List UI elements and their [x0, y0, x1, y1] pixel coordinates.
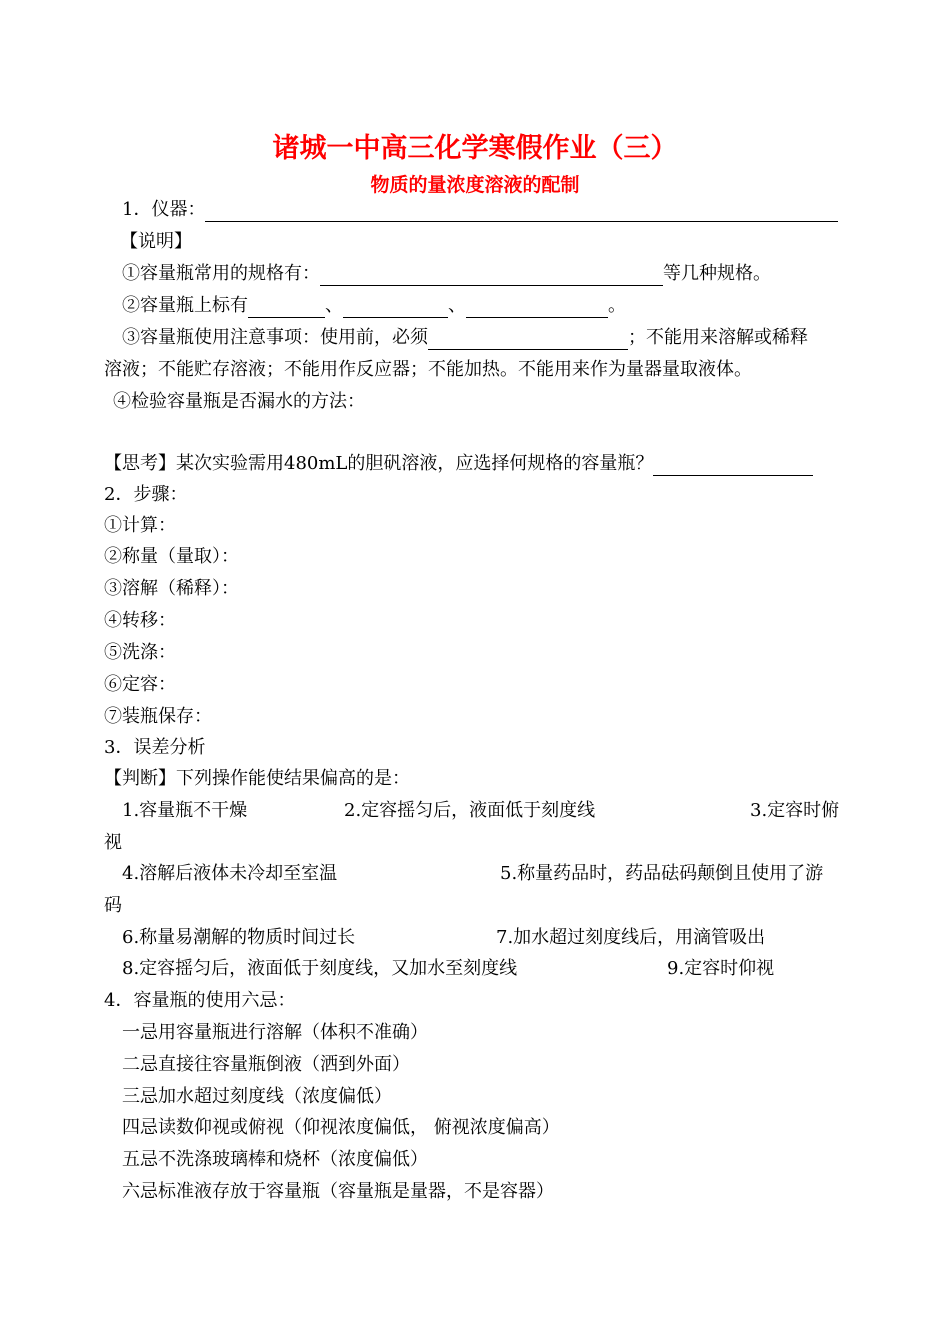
taboo-item: 二忌直接往容量瓶倒液（洒到外面）	[122, 1054, 410, 1075]
taboo-item: 一忌用容量瓶进行溶解（体积不准确）	[122, 1022, 428, 1043]
option-5-wrap: 码	[104, 895, 122, 916]
option-3-wrap: 视	[104, 832, 122, 853]
step-item: ④转移：	[104, 610, 176, 631]
answer-blank[interactable]	[343, 297, 448, 318]
step-item: ⑤洗涤：	[104, 642, 176, 663]
option-2: 2.定容摇匀后，液面低于刻度线	[344, 800, 596, 821]
option-1: 1.容量瓶不干燥	[122, 800, 248, 821]
document-title: 诸城一中高三化学寒假作业（三）	[272, 133, 678, 164]
option-7: 7.加水超过刻度线后，用滴管吸出	[496, 927, 766, 948]
answer-blank[interactable]	[320, 265, 663, 286]
step-item: ③溶解（稀释）：	[104, 578, 239, 599]
judge-line: 【判断】下列操作能使结果偏高的是：	[104, 768, 410, 789]
option-9: 9.定容时仰视	[667, 958, 775, 979]
option-3: 3.定容时俯	[750, 800, 840, 821]
answer-blank[interactable]	[653, 455, 813, 476]
option-8: 8.定容摇匀后，液面低于刻度线，又加水至刻度线	[122, 958, 518, 979]
marks-label: ②容量瓶上标有	[122, 295, 248, 316]
think-question: 【思考】某次实验需用480mL的胆矾溶液，应选择何规格的容量瓶？	[104, 453, 654, 474]
notes-continued: 溶液；不能贮存溶液；不能用作反应器；不能加热。不能用来作为量器量取液体。	[104, 359, 752, 380]
answer-blank[interactable]	[248, 297, 325, 318]
answer-blank[interactable]	[466, 297, 608, 318]
taboo-item: 四忌读数仰视或俯视（仰视浓度偏低， 俯视浓度偏高）	[122, 1117, 560, 1138]
document-subtitle: 物质的量浓度溶液的配制	[370, 174, 580, 196]
spec-line	[122, 262, 771, 286]
step-item: ⑥定容：	[104, 674, 176, 695]
taboo-item: 六忌标准液存放于容量瓶（容量瓶是量器，不是容器）	[122, 1181, 554, 1202]
leak-test-line: ④检验容量瓶是否漏水的方法：	[113, 391, 365, 412]
marks-line	[122, 294, 626, 318]
option-4: 4.溶解后液体未冷却至室温	[122, 863, 338, 884]
taboo-item: 五忌不洗涤玻璃棒和烧杯（浓度偏低）	[122, 1149, 428, 1170]
spec-suffix: 等几种规格。	[663, 263, 771, 284]
six-taboos-heading: 4．容量瓶的使用六忌：	[104, 990, 296, 1011]
option-6: 6.称量易潮解的物质时间过长	[122, 927, 356, 948]
separator: 、	[448, 295, 466, 316]
answer-blank[interactable]	[205, 201, 838, 222]
instruments-line	[122, 198, 838, 222]
taboo-item: 三忌加水超过刻度线（浓度偏低）	[122, 1086, 392, 1107]
spec-label: ①容量瓶常用的规格有：	[122, 263, 320, 284]
step-item: ②称量（量取）：	[104, 546, 239, 567]
explain-heading: 【说明】	[120, 231, 192, 252]
answer-blank[interactable]	[428, 329, 628, 350]
step-item: ①计算：	[104, 515, 176, 536]
notes-line	[122, 326, 808, 350]
error-analysis-heading: 3．误差分析	[104, 737, 206, 758]
period: 。	[608, 295, 626, 316]
steps-heading: 2．步骤：	[104, 484, 188, 505]
notes-label: ③容量瓶使用注意事项：使用前，必须	[122, 327, 428, 348]
think-line	[104, 452, 813, 476]
separator: 、	[325, 295, 343, 316]
notes-suffix: ；不能用来溶解或稀释	[628, 327, 808, 348]
step-item: ⑦装瓶保存：	[104, 706, 212, 727]
option-5: 5.称量药品时，药品砝码颠倒且使用了游	[500, 863, 824, 884]
instruments-label: 1．仪器：	[122, 199, 206, 220]
